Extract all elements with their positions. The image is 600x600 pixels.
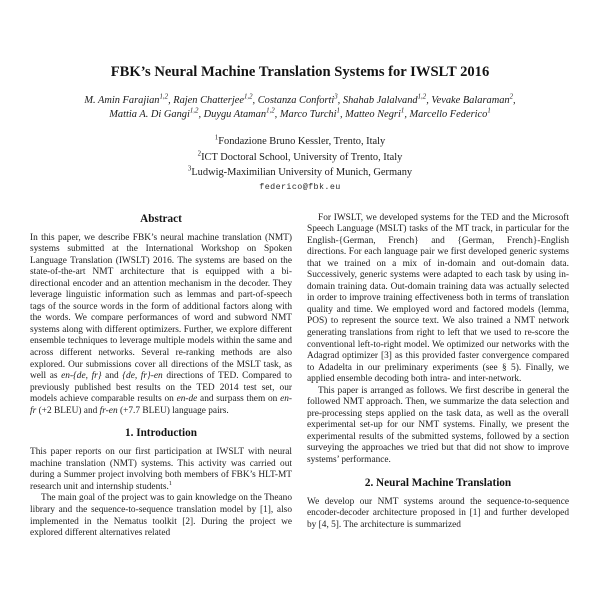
intro-paragraph-2: The main goal of the project was to gain knowledge on the Theano library and the sequence-to-sequence translation model by [1], also implemented in the Nematus toolkit [2]. During the project we explored different alternatives related bbox=[30, 493, 292, 539]
affiliation-2: $^2$ICT Doctoral School, University of Trento, Italy bbox=[197, 150, 403, 163]
right-column bbox=[307, 213, 569, 540]
systems-overview-paragraph: For IWSLT, we developed systems for the TED and the Microsoft Speech Language (MSLT) tasks of the MT track, in particular for the English-{German, French} and {German, French}-English directions. For each language pair we first developed generic systems that we trained on a mix of in-domain and out-domain data. Successively, generic systems were adapted to each task by using in-domain training data. Out-domain training data was actually selected in order to improve training effectiveness both in terms of translation quality and time. We employed word and factored models (lemma, POS) to represent the source text. We also trained a NMT network generating translations from right to left that we used to re-score the conventional left-to-right model. We optimized our networks with the Adagrad optimizer [3] as this provided faster convergence compared to Adadelta in our preliminary experiments (see § 5). Finally, we applied ensemble decoding both intra- and inter-network. bbox=[307, 212, 569, 385]
nmt-architecture-paragraph: We develop our NMT systems around the sequence-to-sequence encoder-decoder architecture proposed in [1] and further developed by [4, 5]. The architecture is summarized bbox=[307, 496, 569, 530]
paper-title: FBK’s Neural Machine Translation Systems for IWSLT 2016 bbox=[110, 64, 490, 80]
section-2-heading: 2. Neural Machine Translation bbox=[364, 476, 512, 489]
contact-email: federico@fbk.eu bbox=[259, 181, 341, 192]
abstract-heading: Abstract bbox=[140, 212, 182, 225]
affiliation-1: $^1$Fondazione Bruno Kessler, Trento, Italy bbox=[214, 134, 386, 147]
two-column-body bbox=[30, 213, 570, 540]
authors-line-2: Mattia A. Di Gangi$^{1,2}$, Duygu Ataman$^{1,2}$, Marco Turchi$^1$, Matteo Negri$^1$, Marcello Federico$^1$ bbox=[109, 107, 491, 120]
section-1-heading: 1. Introduction bbox=[125, 427, 197, 440]
intro-paragraph-1: This paper reports on our first participation at IWSLT with neural machine translation (NMT) systems. This activity was carried out during a Summer project involving both members of FBK’s HLT-MT research unit and internship students.$^1$ bbox=[30, 447, 292, 492]
affiliation-block bbox=[30, 134, 570, 194]
authors-line-1: M. Amin Farajian$^{1,2}$, Rajen Chatterjee$^{1,2}$, Costanza Conforti$^3$, Shahab Jalalvand$^{1,2}$, Vevake Balaraman$^2$, bbox=[84, 93, 516, 106]
author-block bbox=[30, 94, 570, 121]
left-column bbox=[30, 213, 292, 540]
affiliation-3: $^3$Ludwig-Maximilian University of Munich, Germany bbox=[187, 165, 413, 178]
abstract-text: In this paper, we describe FBK’s neural machine translation (NMT) systems submitted at the International Workshop on Spoken Language Translation (IWSLT) 2016. The systems are based on the state-of-the-art NMT architecture that is equipped with a bi-directional encoder and an attention mechanism in the decoder. They leverage linguistic information such as lemmas and part-of-speech tags of the source words in the form of additional factors along with the words. We compare performances of word and subword NMT systems along with different optimizers. Further, we explore different ensemble techniques to leverage multiple models within the same and across different networks. Several re-ranking methods are also explored. Our submissions cover all directions of the MSLT task, as well as en-{de, fr} and {de, fr}-en directions of TED. Compared to previously published best results on the TED 2014 test set, our models achieve comparable results on en-de and surpass them on en-fr (+2 BLEU) and fr-en (+7.7 BLEU) language pairs. bbox=[30, 232, 292, 416]
paper-outline-paragraph: This paper is arranged as follows. We first describe in general the followed NMT approach. Then, we summarize the data selection and pre-processing steps applied on the task data, as well as the overall experimental set-up for our NMT systems. Finally, we present the experimental results of the submitted systems, followed by a section surveying the approaches we tried but that did not show to improve systems’ performance. bbox=[307, 385, 569, 465]
